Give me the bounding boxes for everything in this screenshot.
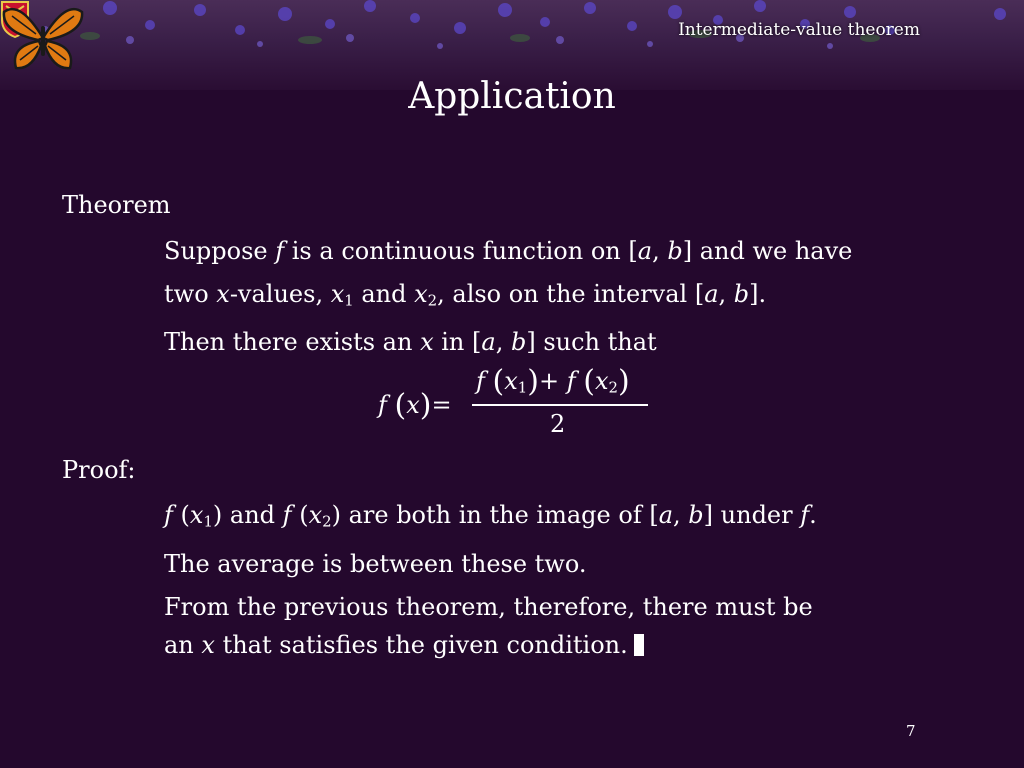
monarch-butterfly-icon bbox=[0, 0, 86, 76]
theorem-line-2: two x-values, $x_1$ and $x_2$, also on the interval [a, b]. bbox=[164, 280, 767, 310]
equation-denominator: 2 bbox=[550, 410, 566, 438]
section-title: Intermediate-value theorem bbox=[678, 20, 920, 40]
slide-title: Application bbox=[408, 76, 616, 117]
proof-line-2: The average is between these two. bbox=[164, 550, 587, 578]
proof-line-1: f $(x_1)$ and f $(x_2)$ are both in the image of [a, b] under f. bbox=[164, 501, 817, 531]
average-equation bbox=[378, 364, 658, 444]
proof-line-4: an x that satisfies the given condition. bbox=[164, 630, 644, 661]
page-number: 7 bbox=[906, 722, 916, 740]
qed-icon bbox=[634, 634, 644, 656]
fraction-bar bbox=[472, 404, 648, 406]
proof-label: Proof: bbox=[62, 456, 136, 484]
proof-line-3: From the previous theorem, therefore, there must be bbox=[164, 593, 813, 621]
equation-lhs: f (x)= bbox=[378, 388, 452, 423]
equation-numerator: f $(x_1)+ f$ $(x_2)$ bbox=[476, 364, 630, 399]
theorem-line-1: Suppose f is a continuous function on [a, b] and we have bbox=[164, 237, 853, 265]
theorem-label: Theorem bbox=[62, 191, 171, 219]
theorem-line-3: Then there exists an x in [a, b] such that bbox=[164, 328, 657, 356]
